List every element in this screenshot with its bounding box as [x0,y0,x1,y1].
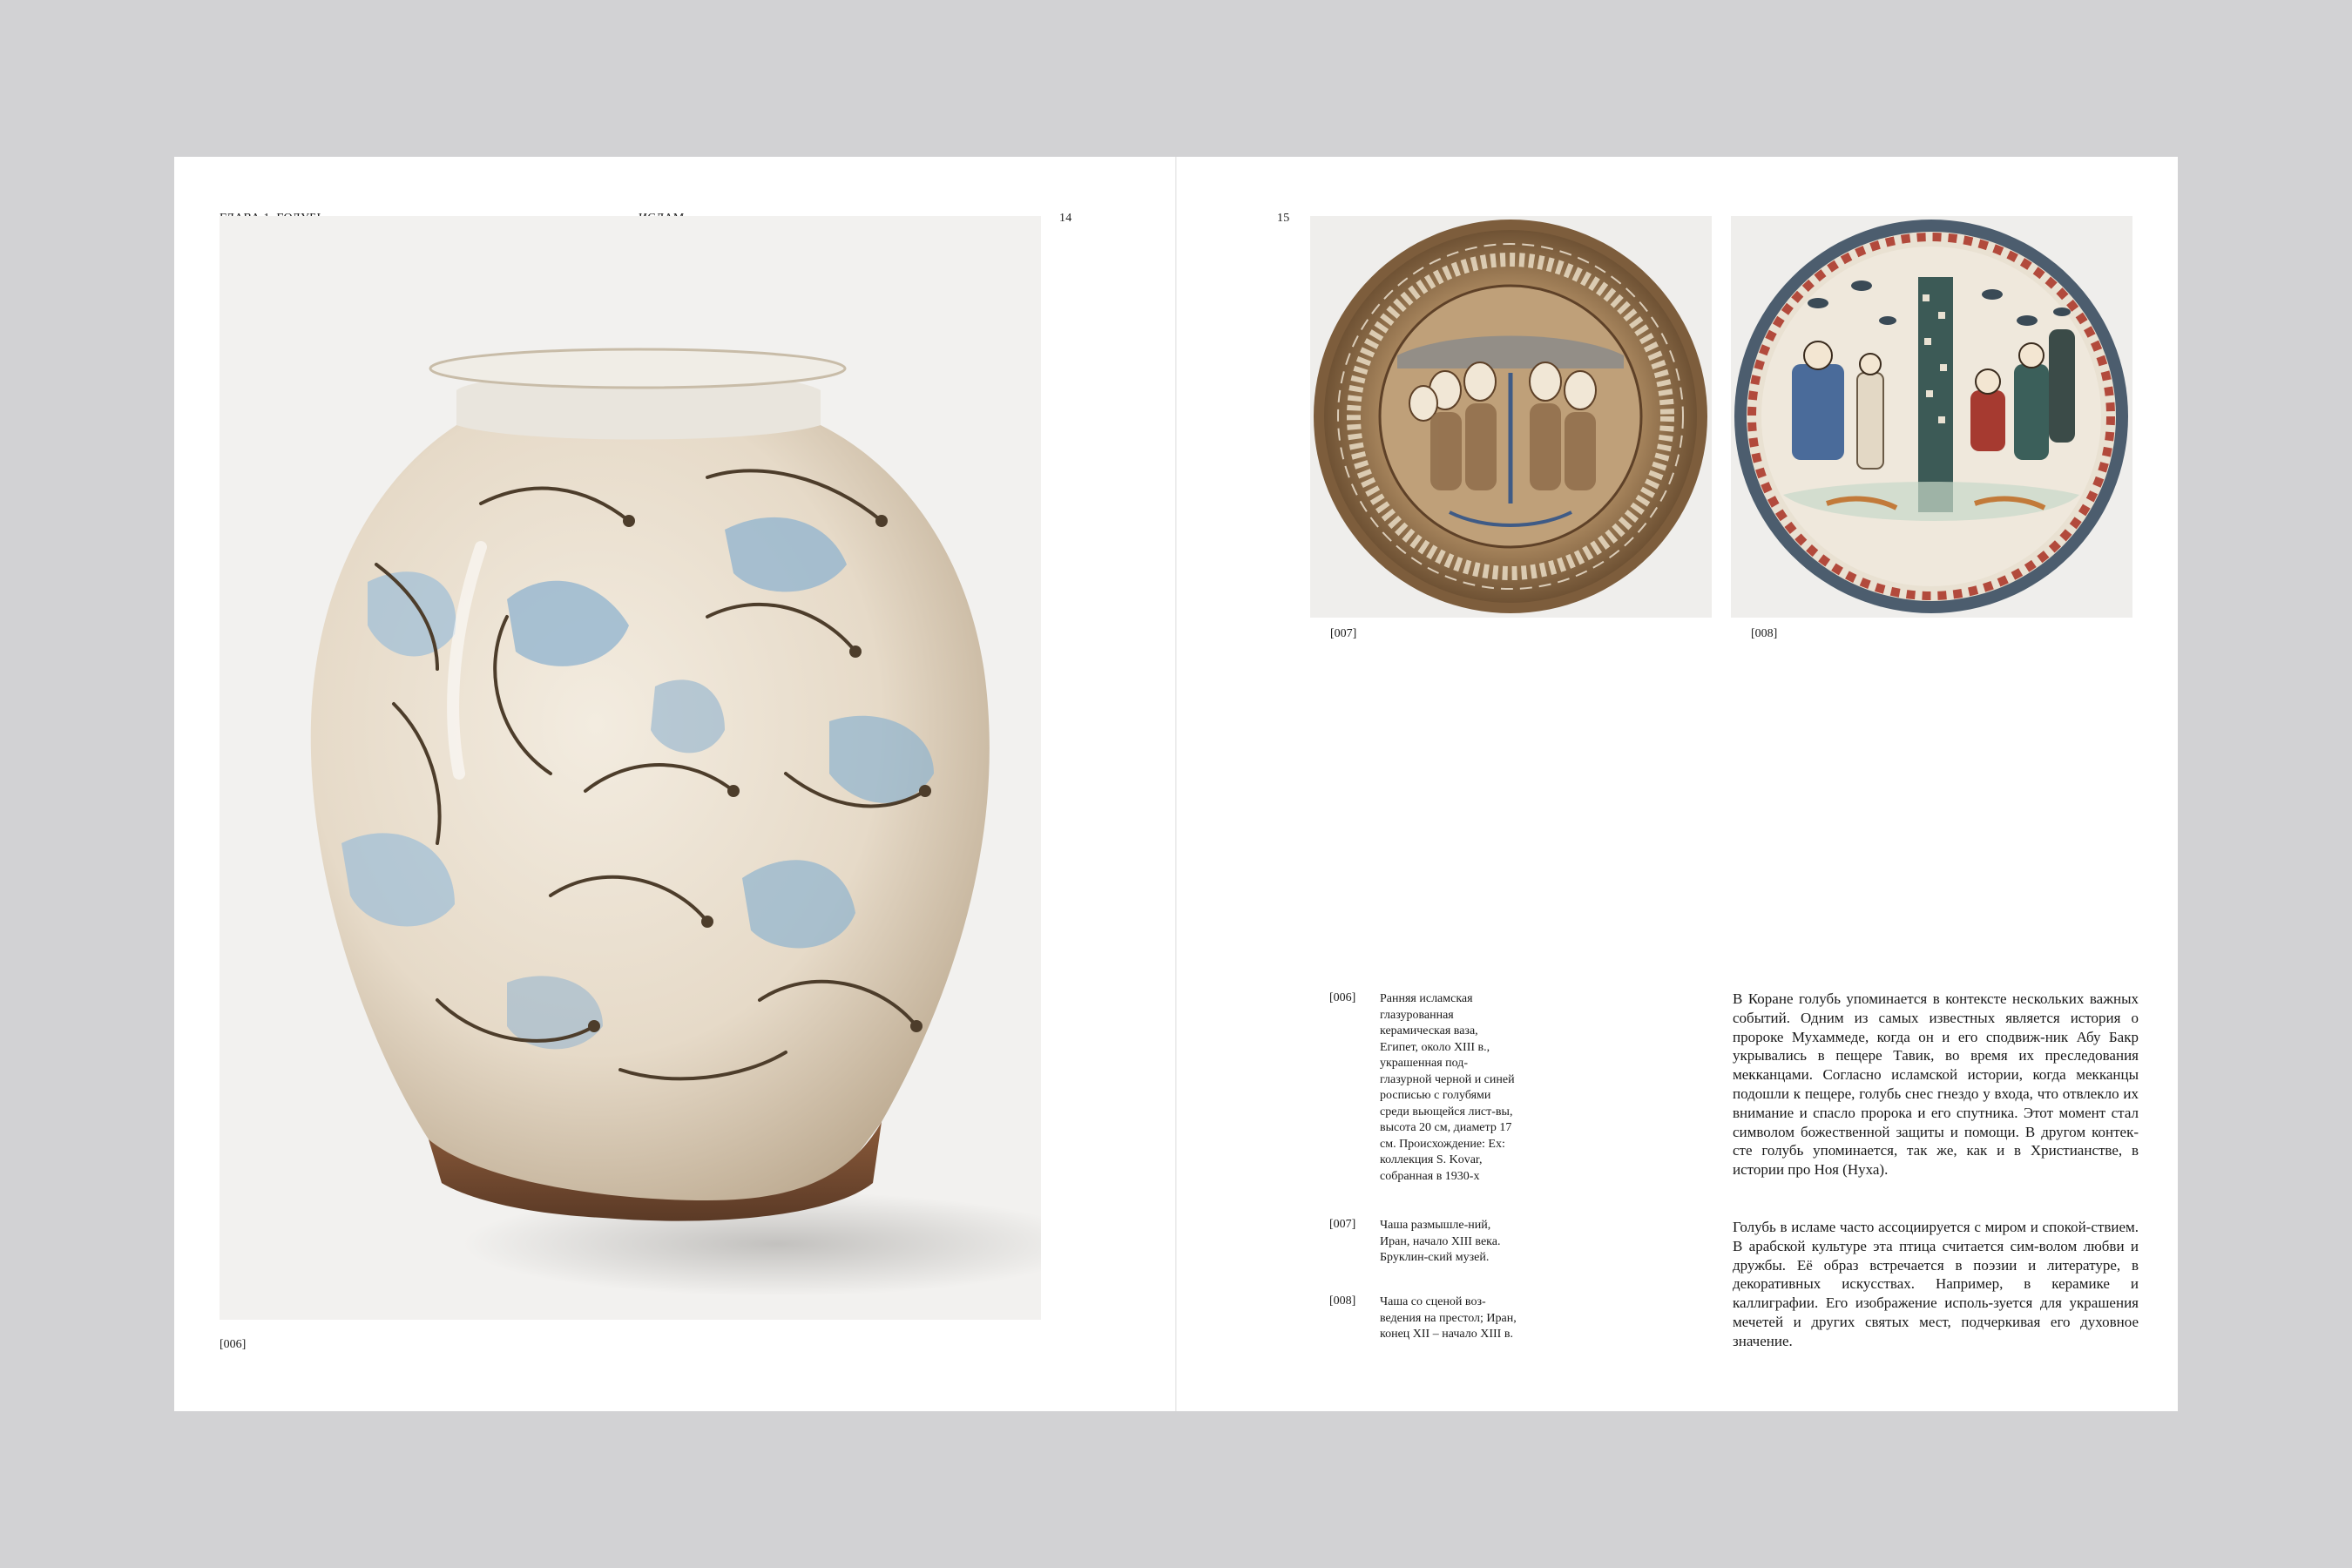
bowl-photo-008 [1731,216,2132,618]
bowl-photo-007 [1310,216,1712,618]
caption-006 [1329,991,1521,1200]
caption-text: Ранняя исламская глазурованная керамическая ваза, Египет, около XIII в., украшенная под-глазурной черной и синей росписью с голубями среди вьющейся лист-вы, высота 20 см, диаметр 17 см. Происхождение: Ex: коллекция S. Kovar, собранная в 1930-х [1380,992,1515,1183]
image-label-008: [008] [1751,627,1778,640]
caption-007 [1329,1218,1521,1288]
book-spread [174,157,2178,1411]
caption-008 [1329,1294,1521,1364]
body-paragraph-2: Голубь в исламе часто ассоциируется с миром и спокой-ствием. В арабской культуре эта птица считается сим-волом любви и дружбы. Её образ встречается в поэзии и литературе, в декоративных искусствах. Например, в керамике и каллиграфии. Его изображение исполь-зуется для украшения мечетей и других святых мест, подчеркивая его духовное значение. [1733,1219,2139,1349]
caption-text: Чаша размышле-ний, Иран, начало XIII века. Бруклин-ский музей. [1380,1219,1501,1264]
body-paragraph-1: В Коране голубь упоминается в контексте нескольких важных событий. Одним из самых известных является история о пророке Мухаммеде, когда он и его сподвиж-ник Абу Бакр укрывались в пещере Тавик, во время их преследования мекканцами. Согласно исламской истории, когда мекканцы подошли к пещере, голубь снес гнездо у входа, что отвлекло их внимание и спасло пророка и его спутника. Этот момент стал символом божественной защиты и помощи. В другом контек-сте голубь упоминается, так же, как и в Христианстве, в истории про Ноя (Нуха). [1733,990,2139,1179]
image-label-006: [006] [220,1338,247,1351]
caption-number: [006] [1329,991,1356,1004]
caption-text: Чаша со сценой воз-ведения на престол; Иран, конец XII – начало XIII в. [1380,1295,1517,1341]
page-number-right: 15 [1277,212,1290,225]
caption-number: [008] [1329,1294,1356,1308]
book-gutter [1175,157,1177,1411]
caption-number: [007] [1329,1218,1356,1231]
page-number-left: 14 [1059,212,1072,225]
vase-photo [220,216,1041,1320]
image-label-007: [007] [1330,627,1357,640]
